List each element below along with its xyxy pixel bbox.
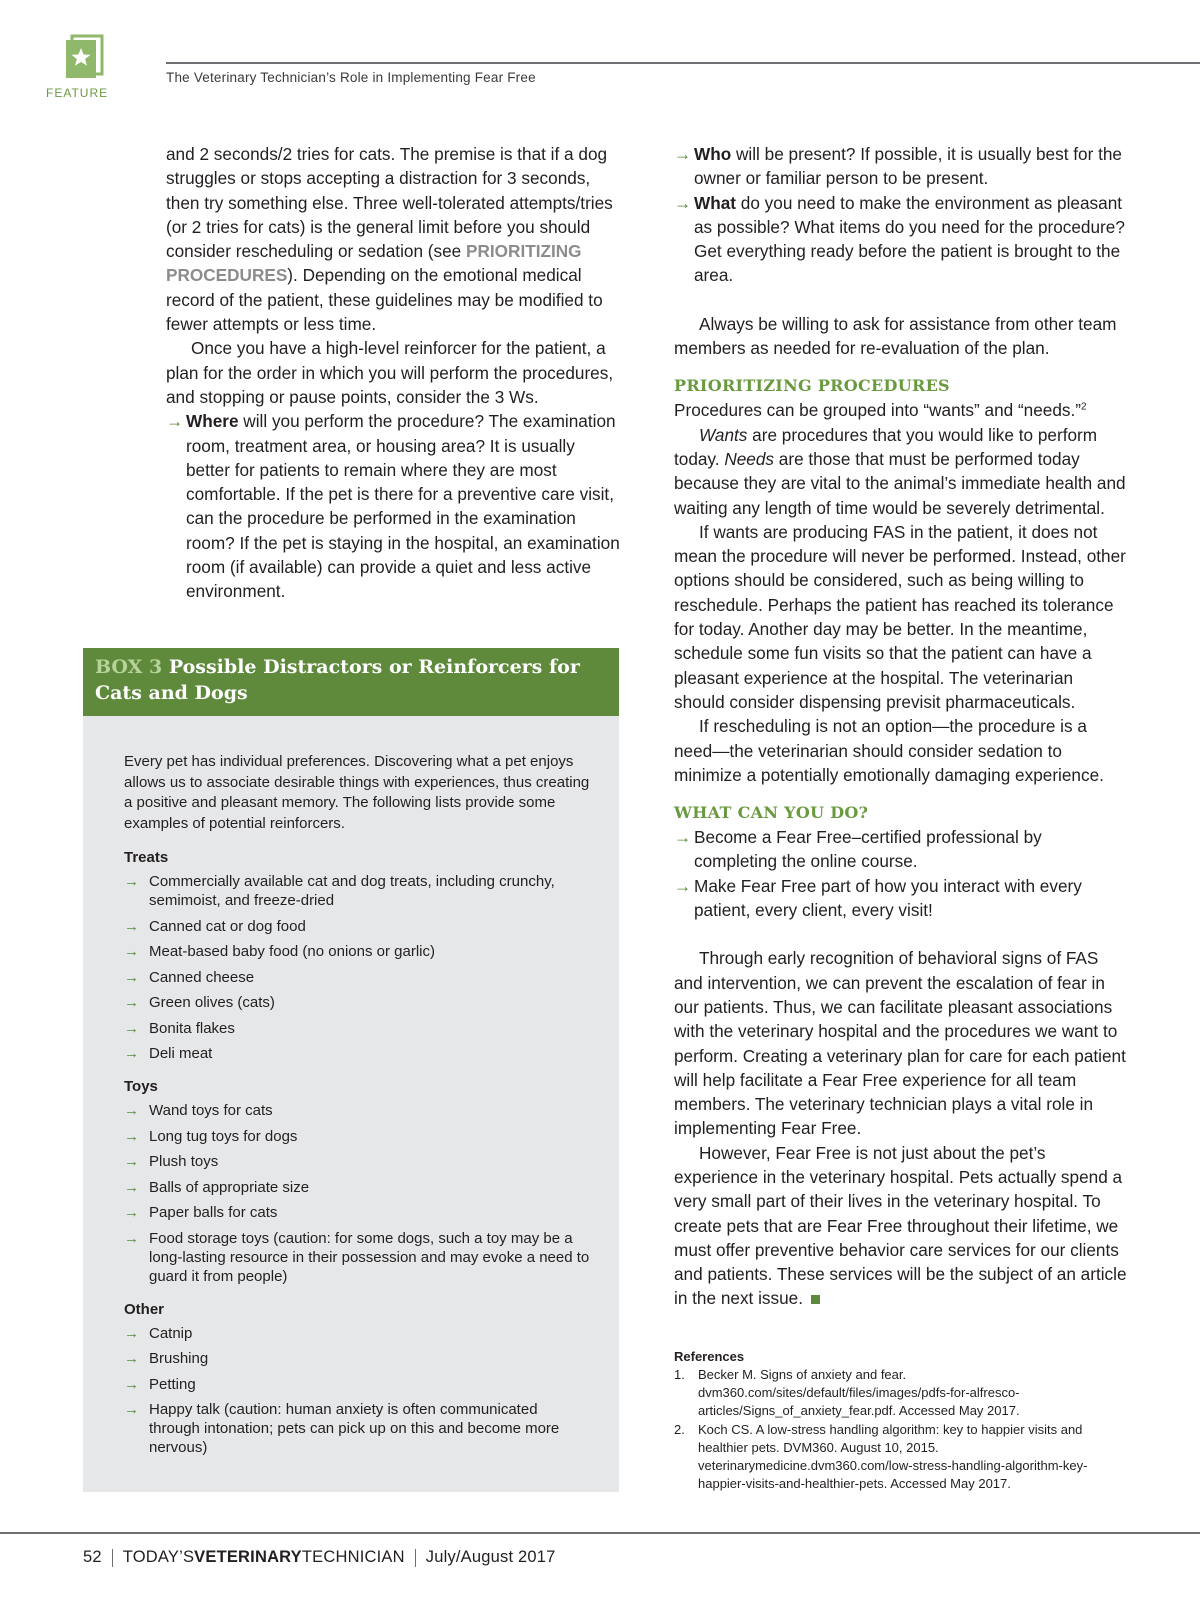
cross-reference-link[interactable]: PRIORITIZING PROCEDURES — [166, 241, 582, 286]
box-title — [95, 654, 605, 706]
box-list-item — [124, 1229, 590, 1286]
box-list-item — [124, 1178, 590, 1197]
box-list-item — [124, 1324, 590, 1343]
box-list-text: Food storage toys (caution: for some dogs, such a toy may be a long-lasting resource in their possession and may evoke a need to guard it from people) — [149, 1229, 590, 1285]
section-heading: WHAT CAN YOU DO? — [674, 803, 869, 823]
reference-item — [674, 1421, 1128, 1494]
box-list-text: Petting — [149, 1375, 196, 1393]
paragraph: Always be willing to ask for assistance from other team members as needed for re-evaluation of the plan. — [674, 313, 1117, 359]
box-list-text: Commercially available cat and dog treats, including crunchy, semimoist, and freeze-dried — [149, 873, 555, 909]
box-number: BOX 3 — [95, 656, 163, 678]
left-column — [166, 142, 622, 604]
list-text: Become a Fear Free–certified professional by completing the online course. — [694, 827, 1042, 872]
list-lead: Where — [186, 411, 239, 432]
arrow-icon: → — [674, 192, 692, 213]
box-list-item — [124, 1101, 590, 1120]
arrow-icon: → — [124, 1127, 139, 1145]
list-text: Make Fear Free part of how you interact with every patient, every client, every visit! — [694, 875, 1082, 921]
arrow-icon: → — [124, 1350, 139, 1367]
box-list-item — [124, 1152, 590, 1171]
arrow-icon: → — [124, 917, 139, 935]
issue-date: July/August 2017 — [425, 1548, 556, 1566]
arrow-icon: → — [674, 875, 692, 896]
list-lead: What — [694, 192, 737, 213]
box-list-text: Canned cheese — [149, 968, 255, 986]
end-mark-icon — [811, 1295, 820, 1304]
box-list-text: Canned cat or dog food — [149, 917, 306, 935]
box-list-item — [124, 993, 590, 1012]
footer-separator — [415, 1549, 416, 1567]
footer-separator — [112, 1549, 113, 1567]
arrow-icon: → — [124, 1401, 139, 1418]
paragraph: Through early recognition of behavioral signs of FAS and intervention, we can prevent the escalation of fear in our patients. Thus, we can facilitate pleasant associations with the veterinary hospital and the procedures we want to perform. Creating a veterinary plan for care for each patient will help facilitate a Fear Free experience for all team members. The veterinary technician plays a vital role in implementing Fear Free. — [674, 948, 1126, 1139]
box-list-item — [124, 1019, 590, 1038]
paragraph — [166, 142, 622, 336]
box-list-text: Long tug toys for dogs — [149, 1127, 298, 1145]
box-subheading: Toys — [124, 1078, 158, 1095]
box-list-item — [124, 917, 590, 936]
arrow-icon: → — [124, 1102, 139, 1119]
paragraph: If rescheduling is not an option—the procedure is a need—the veterinarian should consider sedation to minimize a potentially emotionally damaging experience. — [674, 716, 1104, 785]
box-list-text: Happy talk (caution: human anxiety is often communicated through intonation; pets can pick up on this and become more nervous) — [149, 1401, 560, 1456]
arrow-icon: → — [124, 943, 139, 960]
term: Wants — [699, 424, 748, 445]
box-list-text: Balls of appropriate size — [149, 1178, 310, 1196]
citation-superscript: 2 — [1081, 401, 1087, 413]
reference-text: Becker M. Signs of anxiety and fear. dvm360.com/sites/default/files/images/pdfs-for-alfresco-articles/Signs_of_anxiety_fear.pdf. Accessed May 2017. — [698, 1367, 1020, 1419]
page-number: 52 — [83, 1548, 102, 1566]
arrow-icon: → — [124, 1153, 139, 1170]
running-head: The Veterinary Technician’s Role in Implementing Fear Free — [166, 70, 536, 85]
box-list-text: Deli meat — [149, 1045, 213, 1062]
arrow-icon: → — [124, 1324, 139, 1342]
header-rule — [166, 62, 1200, 64]
section-label: FEATURE — [46, 86, 109, 100]
arrow-icon: → — [124, 873, 139, 890]
box-list-item — [124, 872, 590, 910]
box-list-text: Catnip — [149, 1324, 193, 1342]
paragraph — [674, 423, 1128, 520]
list-item-what — [674, 191, 1128, 288]
feature-book-star-icon — [62, 34, 106, 80]
paragraph — [674, 398, 1128, 422]
reference-number: 2. — [674, 1421, 685, 1437]
box-list-item — [124, 1375, 590, 1394]
box-list-item — [124, 1127, 590, 1146]
term: Needs — [724, 448, 775, 469]
publication-name-part: VETERINARY — [194, 1548, 302, 1566]
list-text: do you need to make the environment as pleasant as possible? What items do you need for the procedure? Get everything ready before the patient is brought to the area. — [694, 192, 1125, 286]
box-list-item — [124, 1203, 590, 1222]
box-list-text: Bonita flakes — [149, 1019, 235, 1037]
arrow-icon: → — [674, 144, 692, 164]
box-groups — [124, 848, 590, 1457]
arrow-icon: → — [124, 1204, 139, 1221]
box-subheading: Other — [124, 1300, 165, 1318]
box-list-text: Paper balls for cats — [149, 1204, 278, 1221]
box-title-text: Possible Distractors or Reinforcers for Cats and Dogs — [95, 656, 580, 704]
paragraph-text: are those that must be performed today because they are vital to the animal’s immediate health and waiting any length of time would be severely detrimental. — [674, 448, 1126, 518]
paragraph-text: ). Depending on the emotional medical record of the patient, these guidelines may be modified to fewer attempts or less time. — [166, 265, 603, 335]
list-lead: Who — [694, 144, 732, 164]
list-item-who — [674, 142, 1128, 191]
box-list-text: Meat-based baby food (no onions or garlic) — [149, 943, 435, 960]
box-list-item — [124, 1400, 590, 1457]
paragraph-text: and 2 seconds/2 tries for cats. The premise is that if a dog struggles or stops accepting a distraction for 3 seconds, then try something else. Three well-tolerated attempts/tries (or 2 tries for cats) is the general limit before you should consider rescheduling or sedation (see — [166, 144, 613, 262]
references-heading: References — [674, 1349, 745, 1364]
list-item-where — [166, 409, 622, 603]
arrow-icon: → — [124, 1045, 139, 1062]
box-intro: Every pet has individual preferences. Discovering what a pet enjoys allows us to associate desirable things with experiences, thus creating a positive and pleasant memory. The following lists provide some examples of potential reinforcers. — [124, 753, 590, 832]
publication-name-part: TODAY’S — [122, 1548, 195, 1566]
list-text: will you perform the procedure? The examination room, treatment area, or housing area? It is usually better for patients to remain where they are most comfortable. If the pet is there for a preventive care visit, can the procedure be performed in the examination room? If the pet is staying in the hospital, an examination room (if available) can provide a quiet and less active environment. — [186, 411, 620, 602]
arrow-icon: → — [166, 411, 184, 432]
paragraph: Once you have a high-level reinforcer for the patient, a plan for the order in which you will perform the procedures, and stopping or pause points, consider the 3 Ws. — [166, 338, 614, 407]
arrow-icon: → — [124, 1375, 139, 1393]
list-item-todo — [674, 825, 1128, 874]
reference-item — [674, 1366, 1128, 1421]
box-list-item — [124, 968, 590, 987]
paragraph-text: Procedures can be grouped into “wants” and “needs.” — [674, 400, 1082, 421]
publication-name — [123, 1548, 405, 1566]
box-subheading: Treats — [124, 849, 169, 866]
paragraph: If wants are producing FAS in the patient, it does not mean the procedure will never be performed. Instead, other options should be considered, such as being willing to reschedule. Perhaps the patient has reached its tolerance for today. Another day may be better. In the meantime, schedule some fun visits so that the patient can have a pleasant experience at the hospital. The veterinarian should consider dispensing previsit pharmaceuticals. — [674, 521, 1126, 712]
list-item-todo — [674, 874, 1128, 923]
footer — [83, 1548, 556, 1567]
arrow-icon: → — [674, 827, 692, 848]
paragraph-text: However, Fear Free is not just about the pet’s experience in the veterinary hospital. Pets actually spend a very small part of their lives in the veterinary hospital. To create pets that are Fear Free throughout their lifetime, we must offer preventive behavior care services for our clients and patients. These services will be the subject of an article in the next issue. — [674, 1142, 1127, 1309]
paragraph-text: are procedures that you would like to perform today. — [674, 424, 1098, 469]
box-list-item — [124, 1349, 590, 1368]
references — [674, 1348, 1128, 1493]
box-list-text: Plush toys — [149, 1153, 219, 1170]
arrow-icon: → — [124, 1178, 139, 1196]
box-list-item — [124, 1044, 590, 1063]
box-list-text: Wand toys for cats — [149, 1102, 273, 1119]
footer-rule — [0, 1532, 1200, 1534]
reference-number: 1. — [674, 1367, 685, 1382]
box-list-text: Green olives (cats) — [149, 994, 275, 1011]
right-column — [674, 142, 1128, 1311]
list-text: will be present? If possible, it is usually best for the owner or familiar person to be present. — [694, 144, 1122, 189]
box-body — [124, 752, 590, 1464]
arrow-icon: → — [124, 968, 139, 986]
arrow-icon: → — [124, 1229, 139, 1247]
box-list-text: Brushing — [149, 1350, 209, 1367]
box-list-item — [124, 942, 590, 961]
arrow-icon: → — [124, 1019, 139, 1037]
arrow-icon: → — [124, 994, 139, 1011]
paragraph — [674, 1141, 1128, 1311]
publication-name-part: TECHNICIAN — [301, 1548, 405, 1566]
section-heading: PRIORITIZING PROCEDURES — [674, 376, 950, 396]
reference-text: Koch CS. A low-stress handling algorithm: key to happier visits and healthier pets. DVM360. August 10, 2015. veterinarymedicine.dvm360.com/low-stress-handling-algorithm-key-happier-visits-and-healthier-pets. Accessed May 2017. — [698, 1421, 1088, 1492]
